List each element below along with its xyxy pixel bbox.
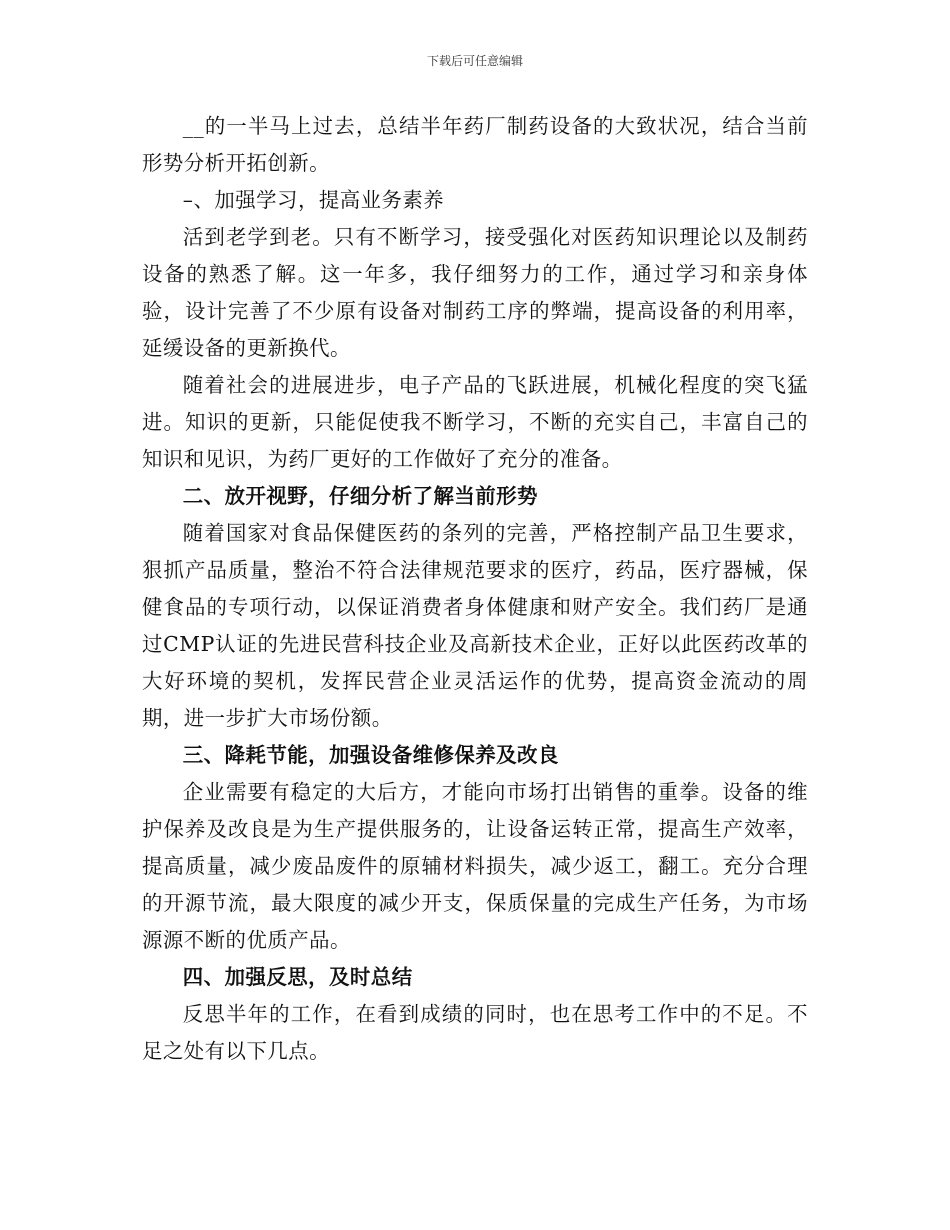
body-paragraph: 活到老学到老。只有不断学习，接受强化对医药知识理论以及制药设备的熟悉了解。这一年多，我仔细努力的工作，通过学习和亲身体验，设计完善了不少原有设备对制药工序的弊端，提高设备的利用率，延缓设备的更新换代。 bbox=[142, 225, 808, 360]
body-paragraph: 企业需要有稳定的大后方，才能向市场打出销售的重拳。设备的维护保养及改良是为生产提供服务的，让设备运转正常，提高生产效率，提高质量，减少废品废件的原辅材料损失，减少返工，翻工。充分合理的开源节流，最大限度的减少开支，保质保量的完成生产任务，为市场源源不断的优质产品。 bbox=[142, 780, 808, 952]
section-heading-4: 四、加强反思，及时总结 bbox=[182, 965, 413, 989]
section-heading-1: –、加强学习，提高业务素养 bbox=[182, 188, 445, 212]
document-body bbox=[142, 108, 808, 1070]
intro-paragraph: __的一半马上过去，总结半年药厂制药设备的大致状况，结合当前形势分析开拓创新。 bbox=[142, 114, 808, 175]
body-paragraph: 随着社会的进展进步，电子产品的飞跃进展，机械化程度的突飞猛进。知识的更新，只能促使我不断学习，不断的充实自己，丰富自己的知识和见识，为药厂更好的工作做好了充分的准备。 bbox=[142, 373, 808, 471]
body-paragraph: 反思半年的工作，在看到成绩的同时，也在思考工作中的不足。不足之处有以下几点。 bbox=[142, 1002, 808, 1063]
section-heading-3: 三、降耗节能，加强设备维修保养及改良 bbox=[182, 743, 559, 767]
page-header: 下载后可任意编辑 bbox=[426, 54, 523, 68]
section-heading-2: 二、放开视野，仔细分析了解当前形势 bbox=[182, 484, 538, 508]
body-paragraph: 随着国家对食品保健医药的条列的完善，严格控制产品卫生要求，狠抓产品质量，整治不符合法律规范要求的医疗，药品，医疗器械，保健食品的专项行动，以保证消费者身体健康和财产安全。我们药厂是通过CMP认证的先进民营科技企业及高新技术企业，正好以此医药改革的大好环境的契机，发挥民营企业灵活运作的优势，提高资金流动的周期，进一步扩大市场份额。 bbox=[142, 521, 808, 730]
